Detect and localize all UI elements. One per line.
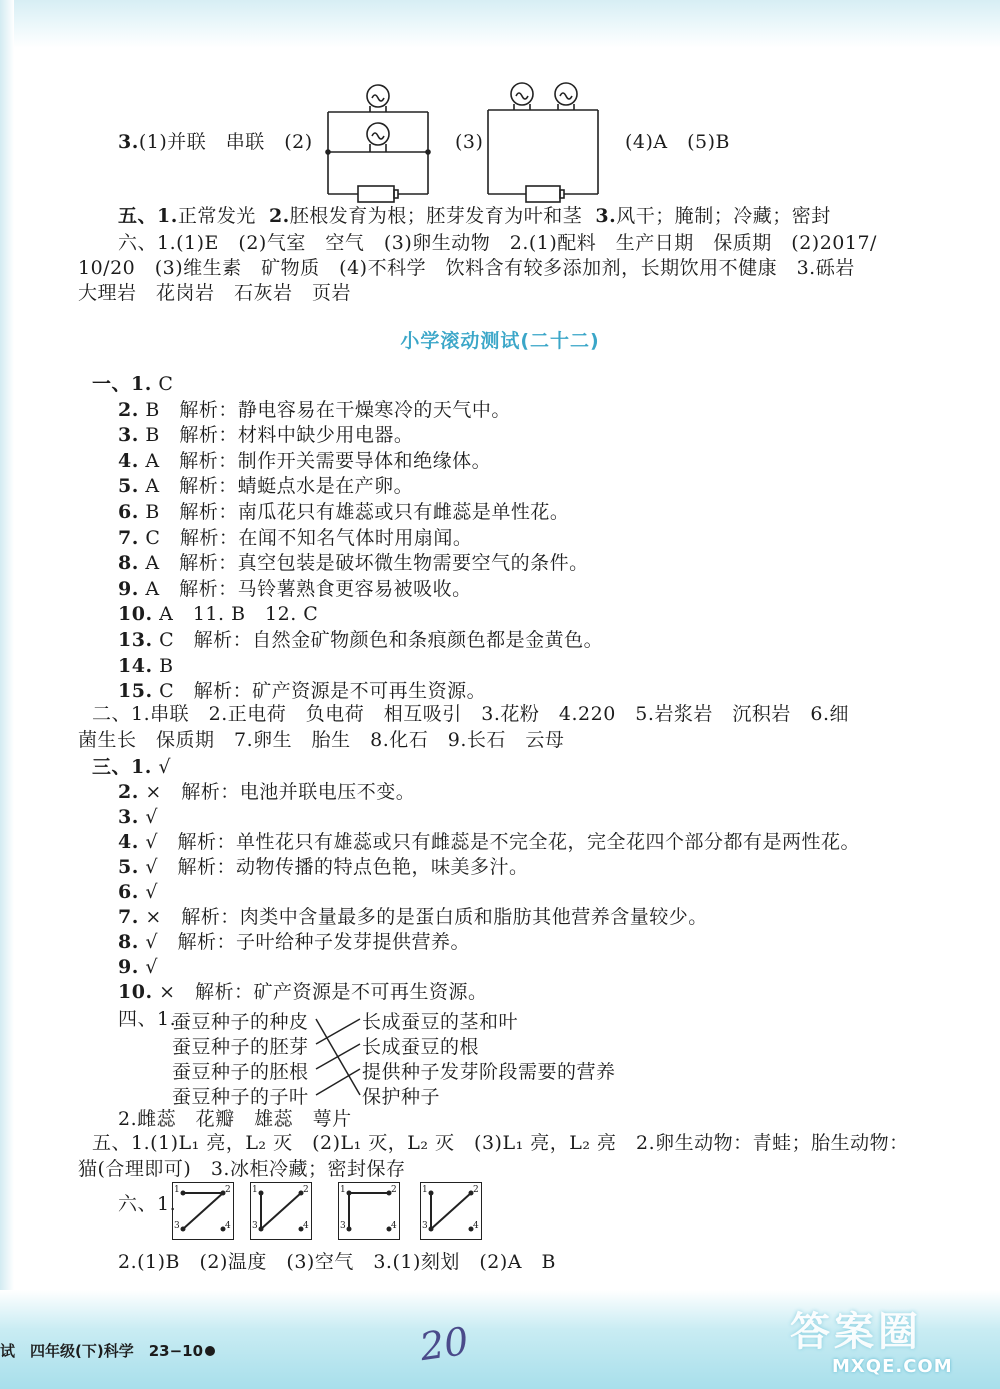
item-answer: C 解析：自然金矿物颜色和条痕颜色都是金黄色。	[159, 629, 604, 651]
terminal-label: 2	[473, 1185, 479, 1195]
item-answer: A 解析：真空包装是破坏微生物需要空气的条件。	[145, 552, 589, 575]
terminal-label: 1	[252, 1185, 258, 1195]
item-answer: C 解析：在闻不知名气体时用扇闻。	[145, 526, 473, 549]
part6-number: 六、1.	[118, 1193, 177, 1215]
item-number: 10.	[118, 981, 153, 1003]
section-title: 小学滚动测试(二十二)	[400, 330, 600, 352]
item-number: 一、1.	[92, 373, 152, 395]
item-answer: × 解析：电池并联电压不变。	[145, 781, 416, 803]
terminal-dot	[429, 1191, 434, 1196]
connection-grid	[172, 1182, 234, 1240]
footer	[0, 1340, 215, 1361]
item-answer: √	[145, 806, 158, 828]
list-item	[118, 955, 158, 979]
item-answer: C 解析：矿产资源是不可再生资源。	[159, 680, 487, 703]
list-item	[118, 880, 158, 904]
list-item	[92, 755, 171, 779]
q5-number: 五、1.	[118, 205, 178, 227]
list-item	[118, 654, 174, 678]
matching-lines	[312, 1007, 364, 1107]
q5-answer-1: 正常发光	[177, 205, 256, 227]
terminal-label: 1	[340, 1185, 346, 1195]
match-right-3: 提供种子发芽阶段需要的营养	[362, 1061, 616, 1083]
q5-line	[118, 204, 831, 228]
match-left-1: 蚕豆种子的种皮	[172, 1011, 309, 1033]
q6-line-2: 10/20 (3)维生素 矿物质 (4)不科学 饮料含有较多添加剂，长期饮用不健康 3.砾岩	[78, 257, 855, 279]
q5-answer-3: 风干；腌制；冷藏；密封	[616, 205, 831, 227]
terminal-label: 4	[303, 1221, 309, 1231]
list-item	[118, 905, 708, 929]
list-item	[118, 423, 413, 447]
footer-text: 试 四年级(下)科学 23−10	[0, 1342, 204, 1360]
item-answer: B 解析：静电容易在干燥寒冷的天气中。	[145, 398, 511, 421]
item-number: 4.	[118, 449, 139, 472]
q3-line	[118, 130, 313, 154]
list-item	[118, 449, 491, 473]
part5-line-2: 猫(合理即可) 3.冰柜冷藏；密封保存	[78, 1158, 406, 1180]
terminal-dot	[259, 1191, 264, 1196]
q5-number-2: 2.	[268, 205, 290, 227]
item-number: 8.	[118, 931, 139, 953]
q5-number-3: 3.	[595, 205, 617, 227]
item-number: 6.	[118, 881, 139, 903]
list-item	[118, 628, 603, 652]
list-item	[118, 602, 318, 626]
terminal-dot	[429, 1227, 434, 1232]
item-answer: √	[145, 956, 158, 978]
watermark-logo	[790, 1300, 990, 1385]
item-number: 7.	[118, 906, 139, 928]
match-left-2: 蚕豆种子的胚芽	[172, 1036, 309, 1058]
item-number: 15.	[118, 680, 153, 703]
matching-diagram	[172, 1007, 732, 1107]
circuit-diagram-2	[320, 78, 430, 196]
item-answer: A 11. B 12. C	[159, 603, 319, 626]
circuit-diagram-3	[486, 78, 601, 196]
match-right-2: 长成蚕豆的根	[362, 1036, 480, 1058]
item-number: 9.	[118, 577, 139, 600]
list-item	[118, 500, 569, 524]
item-answer: A 解析：蜻蜓点水是在产卵。	[145, 475, 414, 498]
terminal-label: 2	[391, 1185, 397, 1195]
item-answer: B 解析：南瓜花只有雄蕊或只有雌蕊是单性花。	[145, 501, 570, 523]
connection-line	[431, 1193, 471, 1229]
footer-dot-icon	[205, 1346, 215, 1356]
watermark-url: MXQE.COM	[832, 1356, 953, 1377]
match-right-4: 保护种子	[362, 1086, 441, 1108]
part4-q2: 2.雌蕊 花瓣 雄蕊 萼片	[118, 1108, 352, 1130]
terminal-dot	[347, 1227, 352, 1232]
q6-line-1: 六、1.(1)E (2)气室 空气 (3)卵生动物 2.(1)配料 生产日期 保质期 (2)2017/	[118, 232, 877, 254]
connection-grid	[420, 1182, 482, 1240]
item-number: 14.	[118, 654, 153, 677]
item-number: 3.	[118, 806, 139, 828]
list-item	[118, 474, 413, 498]
q5-answer-2: 胚根发育为根；胚芽发育为叶和茎	[289, 205, 583, 227]
terminal-label: 3	[174, 1221, 180, 1231]
terminal-label: 2	[303, 1185, 309, 1195]
item-answer: C	[158, 373, 174, 395]
item-answer: B	[159, 654, 174, 677]
item-number: 8.	[118, 552, 139, 575]
list-item	[118, 679, 486, 703]
match-left-4: 蚕豆种子的子叶	[172, 1086, 309, 1108]
terminal-label: 1	[174, 1185, 180, 1195]
terminal-label: 4	[473, 1221, 479, 1231]
left-decoration-band	[0, 0, 14, 1389]
connection-grid	[250, 1182, 312, 1240]
terminal-label: 3	[252, 1221, 258, 1231]
item-number: 7.	[118, 526, 139, 549]
top-decoration-band	[0, 0, 1000, 48]
item-number: 6.	[118, 501, 139, 523]
part5-line-1: 五、1.(1)L₁ 亮，L₂ 灭 (2)L₁ 灭，L₂ 灭 (3)L₁ 亮，L₂ 亮 2.卵生动物：青蛙；胎生动物：	[92, 1132, 909, 1154]
terminal-dot	[181, 1227, 186, 1232]
item-answer: √ 解析：单性花只有雄蕊或只有雌蕊是不完全花，完全花四个部分都有是两性花。	[145, 831, 860, 853]
item-answer: × 解析：矿产资源是不可再生资源。	[159, 981, 488, 1003]
list-item	[92, 372, 173, 396]
item-number: 4.	[118, 831, 139, 853]
terminal-label: 1	[422, 1185, 428, 1195]
connection-grid	[338, 1182, 400, 1240]
list-item	[118, 830, 860, 854]
q6-line-3: 大理岩 花岗岩 石灰岩 页岩	[78, 282, 352, 304]
item-answer: √	[145, 881, 158, 903]
list-item	[118, 551, 589, 575]
terminal-label: 3	[422, 1221, 428, 1231]
terminal-label: 4	[391, 1221, 397, 1231]
item-answer: √	[158, 756, 171, 778]
item-number: 10.	[118, 603, 153, 626]
list-item	[118, 805, 158, 829]
item-number: 3.	[118, 424, 139, 447]
q3-part45: (4)A (5)B	[625, 131, 731, 153]
terminal-dot	[259, 1227, 264, 1232]
part4-number: 四、1.	[118, 1008, 177, 1030]
item-number: 13.	[118, 629, 153, 651]
connection-line	[261, 1193, 301, 1229]
connection-line	[183, 1193, 223, 1229]
q3-part1: (1)并联 串联 (2)	[138, 131, 313, 153]
terminal-dot	[181, 1191, 186, 1196]
list-item	[118, 526, 472, 550]
item-number: 9.	[118, 956, 139, 978]
terminal-label: 4	[225, 1221, 231, 1231]
item-answer: A 解析：制作开关需要导体和绝缘体。	[145, 449, 492, 472]
handwritten-page-number: 20	[417, 1318, 472, 1370]
part2-line-1: 二、1.串联 2.正电荷 负电荷 相互吸引 3.花粉 4.220 5.岩浆岩 沉积岩 6.细	[92, 703, 850, 725]
part6-q2: 2.(1)B (2)温度 (3)空气 3.(1)刻划 (2)A B	[118, 1251, 556, 1273]
list-item	[118, 855, 529, 879]
item-number: 2.	[118, 781, 139, 803]
match-left-3: 蚕豆种子的胚根	[172, 1061, 309, 1083]
terminal-dot	[347, 1191, 352, 1196]
list-item	[118, 930, 470, 954]
item-answer: √ 解析：动物传播的特点色艳，味美多汁。	[145, 856, 529, 878]
item-number: 三、1.	[92, 756, 152, 778]
item-answer: A 解析：马铃薯熟食更容易被吸收。	[145, 577, 472, 600]
list-item	[118, 780, 415, 804]
item-number: 5.	[118, 475, 139, 498]
watermark-text: 答案圈	[790, 1309, 922, 1355]
list-item	[118, 980, 488, 1004]
item-answer: √ 解析：子叶给种子发芽提供营养。	[145, 931, 470, 953]
terminal-label: 3	[340, 1221, 346, 1231]
list-item	[118, 577, 472, 601]
item-number: 2.	[118, 398, 139, 421]
terminal-label: 2	[225, 1185, 231, 1195]
q3-part3: (3)	[455, 131, 484, 153]
part2-line-2: 菌生长 保质期 7.卵生 胎生 8.化石 9.长石 云母	[78, 729, 565, 751]
item-answer: × 解析：肉类中含量最多的是蛋白质和脂肪其他营养含量较少。	[145, 906, 708, 928]
item-number: 5.	[118, 856, 139, 878]
item-answer: B 解析：材料中缺少用电器。	[145, 424, 414, 447]
list-item	[118, 398, 511, 422]
match-right-1: 长成蚕豆的茎和叶	[362, 1011, 519, 1033]
q3-number: 3.	[118, 131, 139, 153]
